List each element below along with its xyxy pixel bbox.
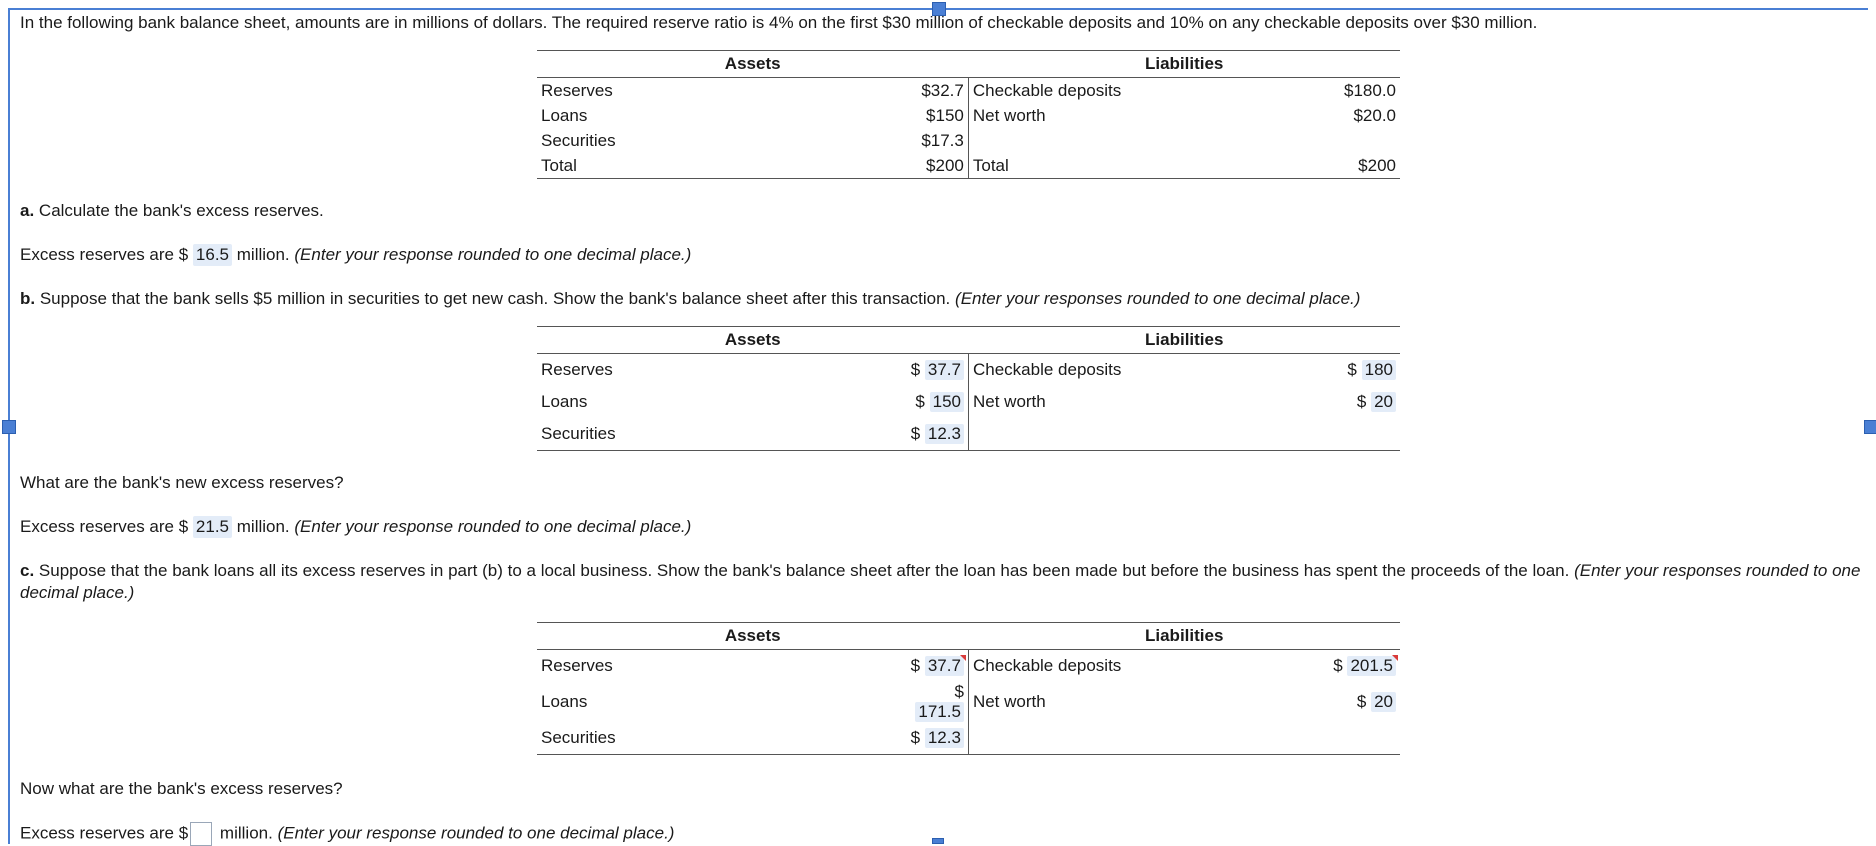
assets-header: Assets [537, 623, 968, 650]
table-row: Reserves $32.7 Checkable deposits $180.0 [537, 78, 1400, 104]
liabilities-header: Liabilities [968, 51, 1400, 78]
part-c-deposits-input[interactable]: 201.5 [1347, 656, 1396, 676]
part-a-question: a. Calculate the bank's excess reserves. [20, 201, 324, 220]
part-c-securities-input[interactable]: 12.3 [925, 728, 964, 748]
part-b-securities-input[interactable]: 12.3 [925, 424, 964, 444]
part-c-networth-input[interactable]: 20 [1371, 692, 1396, 712]
table-row: Reserves $ 37.7 Checkable deposits $ 180 [537, 354, 1400, 387]
part-b-answer-input[interactable]: 21.5 [193, 516, 232, 538]
assets-header: Assets [537, 327, 968, 354]
resize-handle-left[interactable] [2, 420, 16, 434]
balance-sheet-part-b [537, 326, 1400, 451]
table-row: Reserves $ 37.7 Checkable deposits $ 201.5 [537, 650, 1400, 683]
part-c-answer-line: Excess reserves are $ million. (Enter your response rounded to one decimal place.) [20, 822, 674, 846]
part-b-deposits-input[interactable]: 180 [1362, 360, 1396, 380]
part-c-followup: Now what are the bank's excess reserves? [20, 779, 343, 798]
part-b-networth-input[interactable]: 20 [1371, 392, 1396, 412]
resize-handle-bottom[interactable] [932, 838, 944, 844]
intro-text: In the following bank balance sheet, amounts are in millions of dollars. The required reserve ratio is 4% on the first $30 million of checkable deposits and 10% on any checkable deposits over $30 million. [20, 13, 1538, 32]
part-c-answer-input[interactable] [190, 822, 212, 846]
part-b-reserves-input[interactable]: 37.7 [925, 360, 964, 380]
table-row: Loans $ 171.5 Net worth $ 20 [537, 682, 1400, 722]
part-b-question: b. Suppose that the bank sells $5 million in securities to get new cash. Show the bank's balance sheet after this transaction. (Enter your responses rounded to one decimal place.) [20, 289, 1361, 308]
part-a-answer-line: Excess reserves are $ 16.5 million. (Enter your response rounded to one decimal place.) [20, 245, 692, 264]
table-row: Loans $ 150 Net worth $ 20 [537, 386, 1400, 418]
table-row: Loans $150 Net worth $20.0 [537, 103, 1400, 128]
balance-sheet-part-c [537, 622, 1400, 755]
part-a-answer-input[interactable]: 16.5 [193, 244, 232, 266]
part-b-followup: What are the bank's new excess reserves? [20, 473, 344, 492]
part-b-loans-input[interactable]: 150 [930, 392, 964, 412]
part-c-loans-input[interactable]: 171.5 [915, 702, 964, 722]
assets-header: Assets [537, 51, 968, 78]
liabilities-header: Liabilities [968, 327, 1400, 354]
balance-sheet-initial [537, 50, 1400, 179]
part-c-reserves-input[interactable]: 37.7 [925, 656, 964, 676]
liabilities-header: Liabilities [968, 623, 1400, 650]
part-c-question: c. Suppose that the bank loans all its excess reserves in part (b) to a local business. Show the bank's balance sheet after the loan has been made but before the business has spent the proceeds of the loan. (Enter your responses rounded to one decimal place.) [20, 561, 1861, 602]
table-row: Securities $ 12.3 [537, 722, 1400, 755]
part-b-answer-line: Excess reserves are $ 21.5 million. (Enter your response rounded to one decimal place.) [20, 517, 692, 536]
table-row-total: Total $200 Total $200 [537, 153, 1400, 179]
table-row: Securities $17.3 [537, 128, 1400, 153]
table-row: Securities $ 12.3 [537, 418, 1400, 451]
resize-handle-right[interactable] [1864, 420, 1876, 434]
